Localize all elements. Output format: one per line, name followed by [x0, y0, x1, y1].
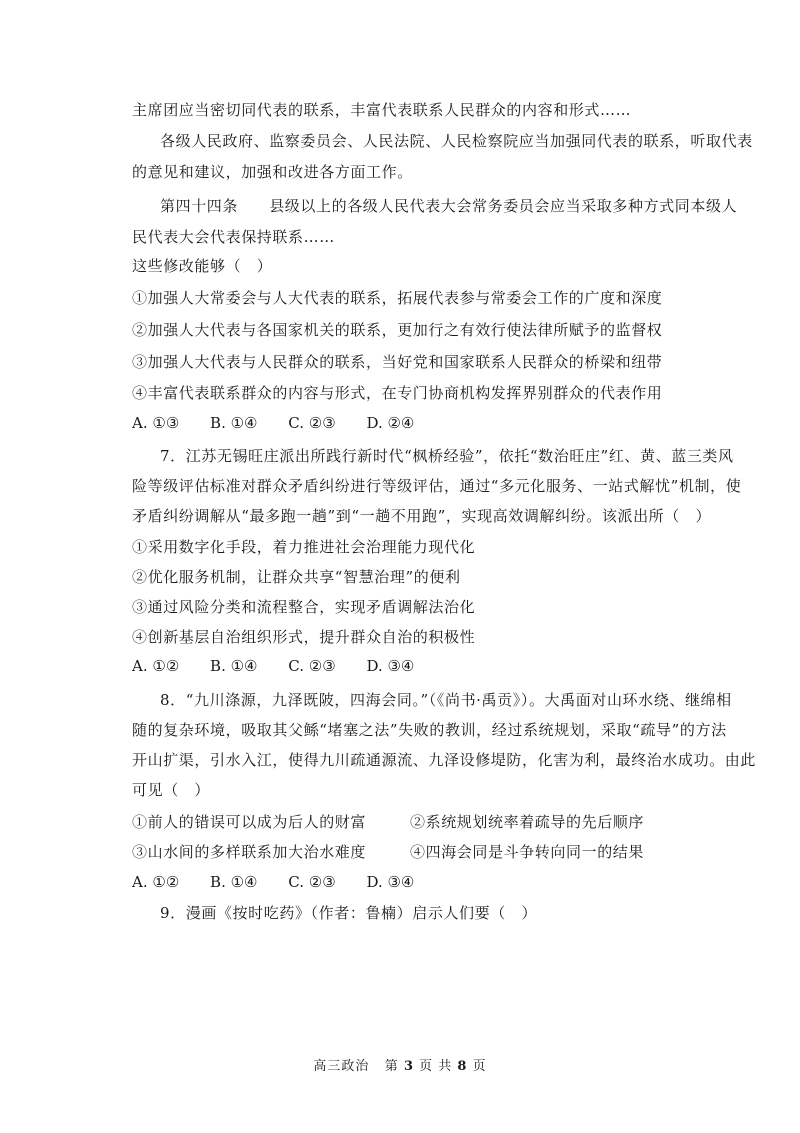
- q7-choices: [132, 656, 440, 676]
- footer-page-suffix: 页: [472, 1059, 487, 1074]
- q8-line-3: 开山扩渠，引水入江，使得九川疏通源流、九泽设修堤防，化害为利，最终治水成功。由此: [132, 751, 757, 769]
- q7-choice-c[interactable]: C. ②③: [288, 657, 336, 675]
- q6-choice-c[interactable]: C. ②③: [288, 414, 336, 432]
- intro-line-1: 主席团应当密切同代表的联系，丰富代表联系人民群众的内容和形式……: [132, 101, 632, 119]
- q8-option-2: ②系统规划统率着疏导的先后顺序: [410, 813, 645, 831]
- q8-choices: [132, 872, 440, 892]
- q6-option-1: ①加强人大常委会与人大代表的联系，拓展代表参与常委会工作的广度和深度: [132, 289, 663, 307]
- q7-option-3: ③通过风险分类和流程整合，实现矛盾调解法治化: [132, 598, 476, 616]
- q6-choices: [132, 413, 440, 433]
- q6-choice-b[interactable]: B. ①④: [210, 414, 258, 432]
- q7-option-1: ①采用数字化手段，着力推进社会治理能力现代化: [132, 538, 476, 556]
- q8-option-3: ③山水间的多样联系加大治水难度: [132, 843, 367, 861]
- intro-line-5: 民代表大会代表保持联系……: [132, 228, 335, 246]
- q8-line-4: 可见（ ）: [132, 781, 211, 799]
- footer-page-prefix: 第: [384, 1059, 399, 1074]
- q8-choice-a[interactable]: A. ①②: [132, 873, 180, 891]
- footer-page-total: 8: [457, 1059, 468, 1074]
- q6-choice-a[interactable]: A. ①③: [132, 414, 180, 432]
- footer-subject: 高三政治: [313, 1059, 370, 1074]
- q7-line-2: 险等级评估标准对群众矛盾纠纷进行等级评估，通过“多元化服务、一站式解忧”机制，使: [132, 477, 742, 495]
- q6-option-4: ④丰富代表联系群众的内容与形式，在专门协商机构发挥界别群众的代表作用: [132, 384, 663, 402]
- intro-line-3: 的意见和建议，加强和改进各方面工作。: [132, 163, 413, 181]
- q6-option-3: ③加强人大代表与人民群众的联系，当好党和国家联系人民群众的桥梁和纽带: [132, 353, 663, 371]
- q8-option-4: ④四海会同是斗争转向同一的结果: [410, 843, 645, 861]
- q9-line-1: 9．漫画《按时吃药》（作者：鲁楠）启示人们要（ ）: [160, 904, 538, 922]
- intro-line-4: 第四十四条 县级以上的各级人民代表大会常务委员会应当采取多种方式同本级人: [160, 197, 738, 215]
- q7-choice-a[interactable]: A. ①②: [132, 657, 180, 675]
- footer-page-number: 3: [403, 1059, 414, 1074]
- q8-choice-c[interactable]: C. ②③: [288, 873, 336, 891]
- q6-choice-d[interactable]: D. ②④: [366, 414, 415, 432]
- intro-line-2: 各级人民政府、监察委员会、人民法院、人民检察院应当加强同代表的联系，听取代表: [160, 132, 753, 150]
- q8-option-1: ①前人的错误可以成为后人的财富: [132, 813, 367, 831]
- page-footer: [0, 1058, 800, 1076]
- q8-choice-b[interactable]: B. ①④: [210, 873, 258, 891]
- q8-choice-d[interactable]: D. ③④: [366, 873, 415, 891]
- q7-option-4: ④创新基层自治组织形式，提升群众自治的积极性: [132, 628, 476, 646]
- q6-prompt: 这些修改能够（ ）: [132, 257, 273, 275]
- q7-option-2: ②优化服务机制，让群众共享“智慧治理”的便利: [132, 568, 461, 586]
- q7-choice-b[interactable]: B. ①④: [210, 657, 258, 675]
- q7-choice-d[interactable]: D. ③④: [366, 657, 415, 675]
- q8-line-2: 随的复杂环境，吸取其父鲧“堵塞之法”失败的教训，经过系统规划，采取“疏导”的方法: [132, 721, 727, 739]
- footer-page-mid: 页 共: [419, 1059, 453, 1074]
- q6-option-2: ②加强人大代表与各国家机关的联系，更加行之有效行使法律所赋予的监督权: [132, 321, 663, 339]
- q7-line-1: 7．江苏无锡旺庄派出所践行新时代“枫桥经验”，依托“数治旺庄”红、黄、蓝三类风: [160, 447, 734, 465]
- q7-line-3: 矛盾纠纷调解从“最多跑一趟”到“一趟不用跑”，实现高效调解纠纷。该派出所（ ）: [132, 507, 712, 525]
- q8-line-1: 8．“九川涤源，九泽既陂，四海会同。”（《尚书·禹贡》）。大禹面对山环水绕、继绵相: [160, 691, 732, 709]
